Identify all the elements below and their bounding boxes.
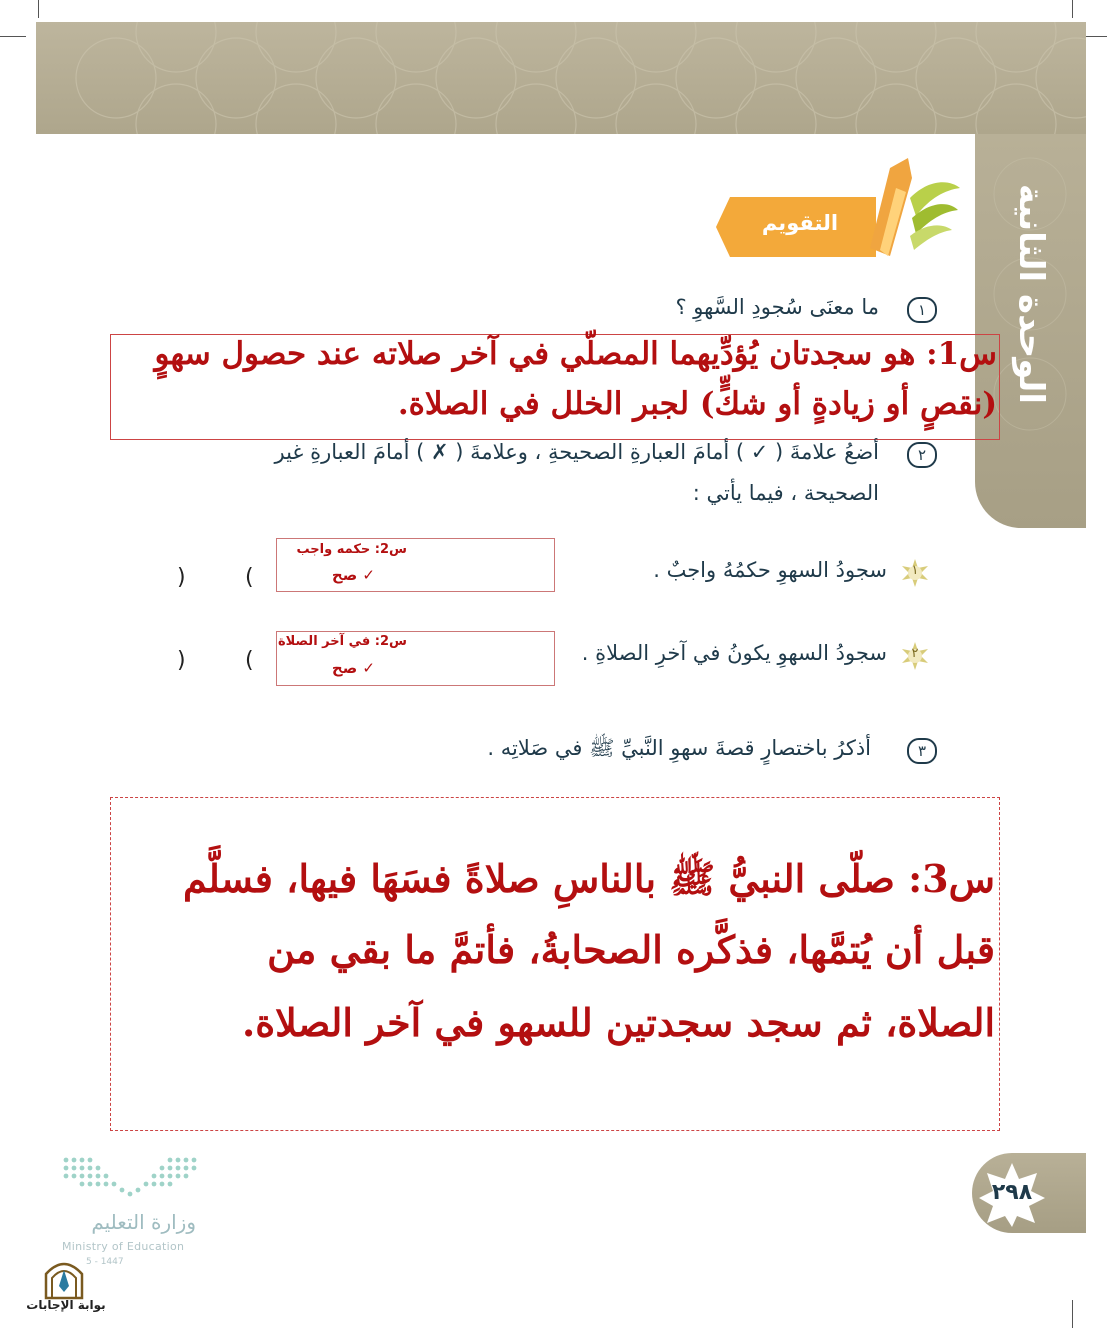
portal-logo-icon	[42, 1256, 86, 1300]
answer-line: (نقصٍ أو زيادةٍ أو شكٍّ) لجبر الخلل في الصلاة.	[397, 386, 997, 422]
crop-mark	[1072, 1300, 1073, 1328]
question-number: ٣	[907, 738, 937, 764]
crop-mark	[1072, 0, 1073, 18]
answer-line: س2: في آخر الصلاة	[277, 634, 407, 649]
statement-text: سجودُ السهوِ حكمُهُ واجبٌ .	[653, 558, 887, 582]
answer-line: س3: صلّى النبيُّ ﷺ بالناسِ صلاةً فسَهَا فيها، فسلَّم	[183, 856, 995, 901]
pen-icon	[850, 158, 962, 258]
answer-paren-open: (	[245, 648, 254, 673]
unit-title-wrap	[975, 134, 1086, 528]
ministry-name-ar: وزارة التعليم	[91, 1210, 196, 1234]
ministry-name-en: Ministry of Education	[62, 1240, 185, 1253]
section-badge-label: التقويم	[761, 211, 839, 235]
answer-line: ✓ صح	[331, 566, 375, 584]
unit-title: الوحدة الثانية	[1011, 183, 1051, 404]
question-text: الصحيحة ، فيما يأتي :	[692, 481, 879, 505]
pattern-decoration	[36, 22, 1086, 134]
header-band	[36, 22, 1086, 134]
answer-line: س2: حكمه واجب	[296, 542, 407, 557]
answer-paren-open: (	[245, 565, 254, 590]
answer-line: قبل أن يُتمَّها، فذكَّره الصحابةُ، فأتمَّ ما بقي من	[267, 927, 995, 972]
crop-mark	[1086, 36, 1107, 37]
unit-side-tab	[975, 134, 1086, 528]
answer-line: ✓ صح	[331, 659, 375, 677]
question-text: أذكرُ باختصارٍ قصةَ سهوِ النَّبيِّ ﷺ في صَلاتِه .	[487, 736, 871, 760]
question-text: ما معنَى سُجودِ السَّهوِ ؟	[675, 295, 879, 319]
answer-paren-close: )	[177, 565, 186, 590]
answer-line: س1: هو سجدتان يُؤدِّيهما المصلّي في آخر صلاته عند حصول سهوٍ	[154, 336, 997, 372]
crop-mark	[38, 0, 39, 18]
answer-paren-close: )	[177, 648, 186, 673]
portal-label: بوابة الإجابات	[26, 1298, 106, 1312]
ministry-logo-icon	[60, 1152, 200, 1202]
ministry-year: 5 - 1447	[86, 1257, 124, 1267]
page-number: ٢٩٨	[991, 1180, 1033, 1205]
crop-mark	[0, 36, 26, 37]
question-number: ٢	[907, 442, 937, 468]
statement-number: ٢	[911, 646, 919, 661]
statement-text: سجودُ السهوِ يكونُ في آخرِ الصلاةِ .	[581, 641, 887, 665]
question-number: ١	[907, 297, 937, 323]
answer-line: الصلاة، ثم سجد سجدتين للسهو في آخر الصلاة.	[242, 1000, 995, 1045]
question-text: أضعُ علامةَ ( ✓ ) أمامَ العبارةِ الصحيحةِ ، وعلامةَ ( ✗ ) أمامَ العبارةِ غير	[274, 440, 879, 464]
statement-number: ١	[911, 563, 919, 578]
